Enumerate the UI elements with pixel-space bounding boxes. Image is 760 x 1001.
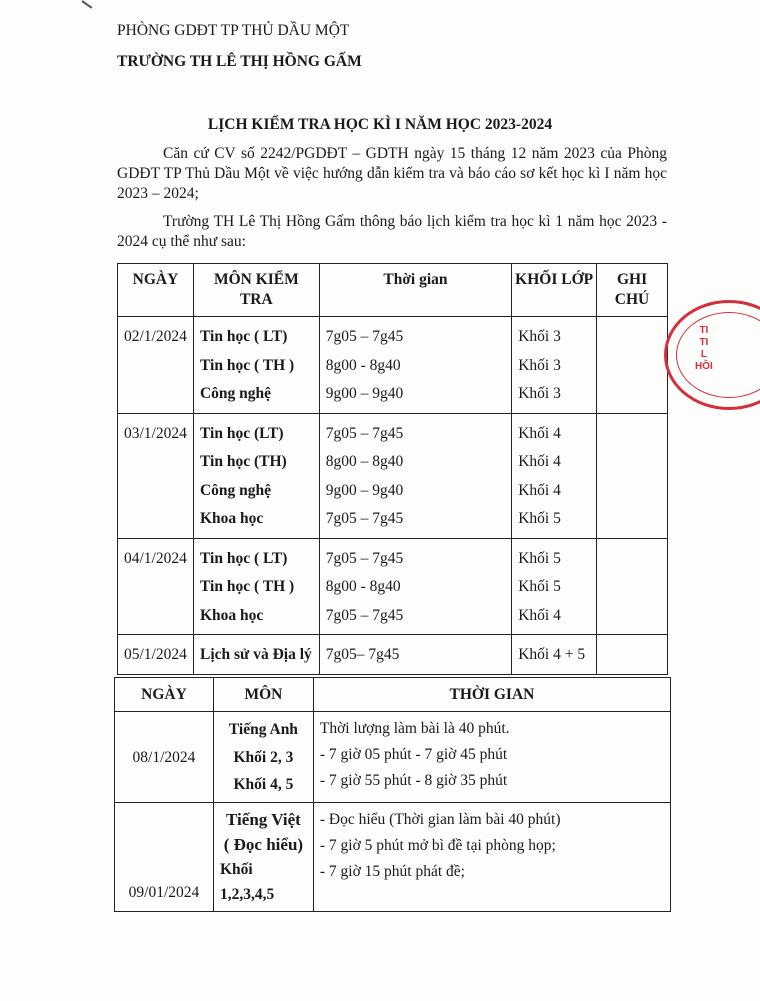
cell-date: 03/1/2024	[118, 413, 194, 538]
cell-date: 05/1/2024	[118, 635, 194, 675]
table-header-row	[118, 264, 668, 317]
cell-time	[319, 413, 512, 538]
cell-time	[313, 712, 670, 803]
cell-grade-line: Khối 5	[518, 510, 561, 527]
cell-subject-line: Khối 2, 3	[233, 749, 294, 766]
cell-note	[597, 317, 668, 414]
cell-grade-line: Khối 5	[518, 549, 561, 567]
cell-time	[319, 538, 512, 635]
table-header-row	[115, 678, 671, 712]
cell-subject	[193, 317, 319, 414]
paragraph-basis: Căn cứ CV số 2242/PGDĐT – GDTH ngày 15 tháng 12 năm 2023 của Phòng GDĐT TP Thủ Dầu Một về việc hướng dẫn kiểm tra và báo cáo sơ kết học kì I năm học 2023 – 2024;	[117, 145, 667, 202]
cell-note	[597, 538, 668, 635]
cell-subject-line: Tin học ( LT)	[199, 328, 288, 345]
schedule-table-2	[114, 677, 671, 912]
cell-grade-line: Khối 5	[518, 578, 561, 595]
cell-time-line: - 7 giờ 55 phút - 8 giờ 35 phút	[319, 772, 508, 789]
cell-time-line: Thời lượng làm bài là 40 phút.	[319, 720, 510, 737]
table-row	[118, 538, 668, 635]
scan-mark	[81, 0, 92, 9]
cell-time-line: 9g00 – 9g40	[325, 481, 404, 499]
cell-grade-line: Khối 4	[518, 606, 561, 624]
cell-time-line: 9g00 – 9g40	[325, 385, 404, 402]
cell-subject-line: Tiếng Việt	[226, 810, 301, 829]
header-time: Thời gian	[319, 264, 512, 317]
table-row	[115, 803, 671, 912]
cell-subject-line: Tiếng Anh	[228, 721, 298, 738]
schedule-table-1	[117, 263, 668, 675]
official-seal-text	[695, 325, 713, 373]
cell-grade-line: Khối 4	[518, 453, 561, 470]
header-subject: MÔN KIỂM TRA	[193, 264, 319, 317]
cell-subject	[213, 712, 313, 803]
header-note: GHI CHÚ	[597, 264, 668, 317]
cell-subject	[193, 538, 319, 635]
document-title: LỊCH KIỂM TRA HỌC KÌ I NĂM HỌC 2023-2024	[207, 116, 553, 133]
department-name: PHÒNG GDĐT TP THỦ DẦU MỘT	[117, 22, 350, 39]
cell-time-line: - 7 giờ 5 phút mở bì đề tại phòng họp;	[319, 837, 556, 854]
cell-subject-line: Tin học ( TH )	[199, 578, 295, 595]
cell-date: 08/1/2024	[115, 712, 214, 803]
cell-subject-line: ( Đọc hiểu)	[223, 835, 304, 854]
table-row	[118, 317, 668, 414]
cell-time-line: - Đọc hiểu (Thời gian làm bài 40 phút)	[319, 811, 561, 828]
seal-text-line: L	[700, 349, 707, 360]
header-date: NGÀY	[115, 678, 214, 712]
header-date: NGÀY	[118, 264, 194, 317]
seal-text-line: TI	[699, 325, 709, 336]
cell-time-line: - 7 giờ 15 phút phát đề;	[319, 863, 465, 880]
table-row	[115, 712, 671, 803]
cell-date: 02/1/2024	[118, 317, 194, 414]
cell-subject-line: Tin học ( TH )	[199, 356, 295, 374]
cell-time	[319, 317, 512, 414]
cell-subject-line: Khoa học	[199, 606, 264, 624]
header-grade: KHỐI LỚP	[512, 264, 597, 317]
cell-time	[319, 635, 512, 675]
cell-time-line: 8g00 - 8g40	[325, 578, 401, 595]
header-time: THỜI GIAN	[313, 678, 670, 712]
cell-grade-line: Khối 4	[518, 424, 561, 442]
cell-time-line: 7g05 – 7g45	[325, 606, 404, 624]
cell-grade	[512, 317, 597, 414]
cell-grade	[512, 413, 597, 538]
paragraph-announcement: Trường TH Lê Thị Hồng Gấm thông báo lịch kiểm tra học kì 1 năm học 2023 - 2024 cụ thể như sau:	[117, 213, 667, 250]
cell-time-line: - 7 giờ 05 phút - 7 giờ 45 phút	[319, 746, 508, 763]
cell-time-line: 7g05 – 7g45	[325, 549, 404, 567]
cell-subject-line: Tin học (TH)	[199, 453, 287, 470]
cell-time-line: 7g05 – 7g45	[325, 424, 404, 442]
cell-time-line: 7g05– 7g45	[325, 646, 400, 663]
cell-subject-line: Công nghệ	[199, 385, 272, 402]
cell-grade	[512, 538, 597, 635]
cell-note	[597, 413, 668, 538]
cell-grade-line: Khối 4	[518, 481, 561, 499]
cell-subject-line: Tin học ( LT)	[199, 549, 288, 567]
seal-text-line: HỒI	[695, 361, 713, 372]
cell-time-line: 7g05 – 7g45	[325, 510, 404, 527]
cell-subject-line: Tin học (LT)	[199, 424, 284, 442]
cell-subject	[193, 635, 319, 675]
cell-date: 04/1/2024	[118, 538, 194, 635]
school-name: TRƯỜNG TH LÊ THỊ HỒNG GẤM	[117, 53, 362, 70]
cell-subject	[213, 803, 313, 912]
table-row	[118, 413, 668, 538]
cell-grade-line: Khối 4 + 5	[518, 646, 586, 663]
cell-grade-line: Khối 3	[518, 356, 561, 374]
cell-time	[313, 803, 670, 912]
cell-note	[597, 635, 668, 675]
cell-grade	[512, 635, 597, 675]
cell-subject-line: Khối 4, 5	[233, 776, 294, 793]
cell-date: 09/01/2024	[115, 803, 214, 912]
cell-subject-line: Lịch sử và Địa lý	[199, 646, 312, 663]
cell-time-line: 8g00 – 8g40	[325, 453, 404, 470]
cell-subject-line: Khoa học	[199, 510, 264, 527]
cell-subject-line: Công nghệ	[199, 481, 272, 499]
header-subject: MÔN	[213, 678, 313, 712]
seal-text-line: TI	[699, 337, 709, 348]
cell-subject-line: Khối 1,2,3,4,5	[219, 861, 275, 903]
table-row	[118, 635, 668, 675]
cell-time-line: 7g05 – 7g45	[325, 328, 404, 345]
cell-grade-line: Khối 3	[518, 328, 561, 345]
cell-time-line: 8g00 - 8g40	[325, 356, 401, 374]
cell-grade-line: Khối 3	[518, 385, 561, 402]
cell-subject	[193, 413, 319, 538]
